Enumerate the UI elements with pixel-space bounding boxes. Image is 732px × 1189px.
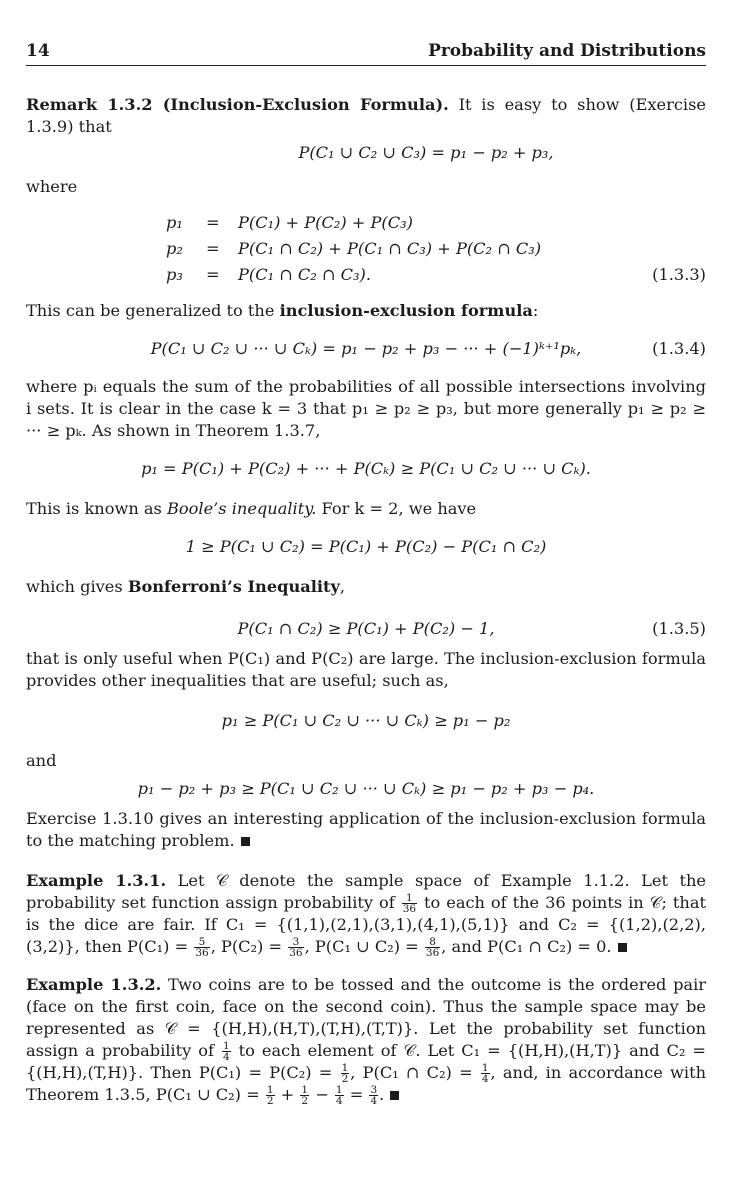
boole-inequality-term: Boole’s inequality. bbox=[167, 499, 317, 518]
definition-lhs: p₃ bbox=[166, 265, 183, 284]
definition-lhs: p₂ bbox=[166, 239, 183, 258]
generalize-colon: : bbox=[532, 301, 539, 320]
fraction: $\frac{1}{4}$ bbox=[481, 1062, 489, 1085]
equation-array-definitions bbox=[26, 212, 706, 290]
equation-number: (1.3.5) bbox=[652, 619, 706, 638]
bonferroni-paragraph bbox=[26, 576, 706, 598]
end-of-proof-square-icon bbox=[241, 837, 250, 846]
definition-rhs: P(C₁) + P(C₂) + P(C₃) bbox=[238, 213, 413, 232]
example-1-text: Let 𝒞 denote the sample space of Example 1.1.2. Let the probability set function assign probability of bbox=[26, 871, 706, 912]
example-2-paragraph: Example 1.3.2. Two coins are to be tossed and the outcome is the ordered pair (face on the first coin, face on the second coin). Thus the sample space may be represented as 𝒞 = {(H,H),(H,T),(T,H),(T,T)}. Let the probability set function assign a probability of $\frac{1}{4}$ to each element of 𝒞. Let C₁ = {(H,H),(H,T)} and C₂ = {(H,H),(T,H)}. Then P(C₁) = P(C₂) = $\frac{1}{2}$ , P(C₁ ∩ C₂) = $\frac{1}{4}$ , and, in accordance with Theorem 1.3.5, P(C₁ ∪ C₂) = $\frac{1}{2}$ + $\frac{1}{2}$ − $\frac{1}{4}$ = $\frac{3}{4}$ . bbox=[26, 975, 707, 1107]
equation-inequality-1: p₁ ≥ P(C₁ ∪ C₂ ∪ ··· ∪ Cₖ) ≥ p₁ − p₂ bbox=[221, 711, 511, 730]
equation-bonferroni bbox=[26, 618, 706, 640]
end-of-proof-square-icon bbox=[618, 943, 627, 952]
exercise-paragraph bbox=[26, 808, 706, 852]
fraction: $\frac{3}{4}$ bbox=[370, 1084, 378, 1107]
definition-rhs: P(C₁ ∩ C₂ ∩ C₃). bbox=[238, 265, 372, 284]
remark-intro: It is easy to show (Exercise 1.3.9) that bbox=[26, 95, 706, 136]
boole-text: This is known as bbox=[26, 499, 167, 518]
boole-paragraph bbox=[26, 498, 706, 520]
equation-general-body: P(C₁ ∪ C₂ ∪ ··· ∪ Cₖ) = p₁ − p₂ + p₃ − ··· + (−1)ᵏ⁺¹pₖ, bbox=[150, 339, 582, 358]
fraction: $\frac{8}{36}$ bbox=[425, 936, 440, 959]
fraction: $\frac{1}{4}$ bbox=[335, 1084, 343, 1107]
boole-text-post: For k = 2, we have bbox=[316, 499, 477, 518]
inclusion-exclusion-term: inclusion-exclusion formula bbox=[279, 301, 533, 320]
equation-union-three: P(C₁ ∪ C₂ ∪ C₃) = p₁ − p₂ + p₃, bbox=[298, 143, 554, 162]
fraction: $\frac{1}{2}$ bbox=[341, 1062, 349, 1085]
definition-op: = bbox=[206, 265, 220, 284]
and-text: and bbox=[26, 751, 57, 770]
equation-boole: p₁ = P(C₁) + P(C₂) + ··· + P(Cₖ) ≥ P(C₁ ∪ C₂ ∪ ··· ∪ Cₖ). bbox=[141, 459, 591, 478]
equation-k2: 1 ≥ P(C₁ ∪ C₂) = P(C₁) + P(C₂) − P(C₁ ∩ C₂) bbox=[185, 537, 547, 556]
example-1-paragraph: Example 1.3.1. Let 𝒞 denote the sample space of Example 1.1.2. Let the probability set function assign probability of $\frac{1}{36}$ to each of the 36 points in 𝒞; that is the dice are fair. If C₁ = {(1,1),(2,1),(3,1),(4,1),(5,1)} and C₂ = {(1,2),(2,2),(3,2)}, then P(C₁) = $\frac{5}{36}$ , P(C₂) = $\frac{3}{36}$ , P(C₁ ∪ C₂) = $\frac{8}{36}$ , and P(C₁ ∩ C₂) = 0. bbox=[26, 871, 706, 959]
fraction: $\frac{1}{36}$ bbox=[402, 892, 417, 915]
definition-row bbox=[26, 238, 706, 264]
running-title: Probability and Distributions bbox=[428, 41, 706, 61]
remark-heading: Remark 1.3.2 (Inclusion-Exclusion Formula). bbox=[26, 95, 449, 114]
fraction: $\frac{1}{2}$ bbox=[266, 1084, 274, 1107]
definition-op: = bbox=[206, 213, 220, 232]
bonferroni-text: which gives bbox=[26, 577, 128, 596]
definition-lhs: p₁ bbox=[166, 213, 183, 232]
example-1-heading: Example 1.3.1. bbox=[26, 871, 167, 890]
definition-rhs: P(C₁ ∩ C₂) + P(C₁ ∩ C₃) + P(C₂ ∩ C₃) bbox=[238, 239, 542, 258]
generalize-text: This can be generalized to the bbox=[26, 301, 280, 320]
exercise-text: Exercise 1.3.10 gives an interesting application of the inclusion-exclusion formula to the matching problem. bbox=[26, 809, 706, 850]
generalize-paragraph bbox=[26, 300, 706, 322]
equation-number: (1.3.3) bbox=[652, 265, 706, 284]
fraction: $\frac{3}{36}$ bbox=[289, 936, 303, 959]
running-header bbox=[26, 40, 706, 66]
definition-row bbox=[26, 212, 706, 238]
equation-general bbox=[26, 338, 706, 360]
where-text: where bbox=[26, 177, 78, 196]
example-2-heading: Example 1.3.2. bbox=[26, 975, 162, 994]
definition-row bbox=[26, 264, 706, 290]
equation-inequality-2: p₁ − p₂ + p₃ ≥ P(C₁ ∪ C₂ ∪ ··· ∪ Cₖ) ≥ p₁ − p₂ + p₃ − p₄. bbox=[137, 779, 595, 798]
equation-bonferroni-body: P(C₁ ∩ C₂) ≥ P(C₁) + P(C₂) − 1, bbox=[237, 619, 495, 638]
bonferroni-comma: , bbox=[339, 577, 346, 596]
definition-op: = bbox=[206, 239, 220, 258]
remark-paragraph bbox=[26, 94, 706, 138]
equation-number: (1.3.4) bbox=[652, 339, 706, 358]
fraction: $\frac{1}{2}$ bbox=[301, 1084, 309, 1107]
useful-paragraph: that is only useful when P(C₁) and P(C₂) are large. The inclusion-exclusion formula provides other inequalities that are useful; such as, bbox=[26, 649, 706, 690]
example-2-text: Two coins are to be tossed and the outcome is the ordered pair (face on the first coin, face on the second coin). Thus the sample space may be represented as 𝒞 = {(H,H),(H,T),(T,H),(T,T)}. Let the probability set function assign a probability of bbox=[26, 975, 706, 1060]
fraction: $\frac{5}{36}$ bbox=[195, 936, 209, 959]
pi-definition-paragraph: where pᵢ equals the sum of the probabilities of all possible intersections involving i sets. It is clear in the case k = 3 that p₁ ≥ p₂ ≥ p₃, but more generally p₁ ≥ p₂ ≥ ··· ≥ pₖ. As shown in Theorem 1.3.7, bbox=[26, 377, 706, 440]
fraction: $\frac{1}{4}$ bbox=[222, 1040, 230, 1063]
page-number: 14 bbox=[26, 41, 50, 61]
end-of-proof-square-icon bbox=[390, 1091, 399, 1100]
bonferroni-term: Bonferroni’s Inequality bbox=[127, 577, 340, 596]
